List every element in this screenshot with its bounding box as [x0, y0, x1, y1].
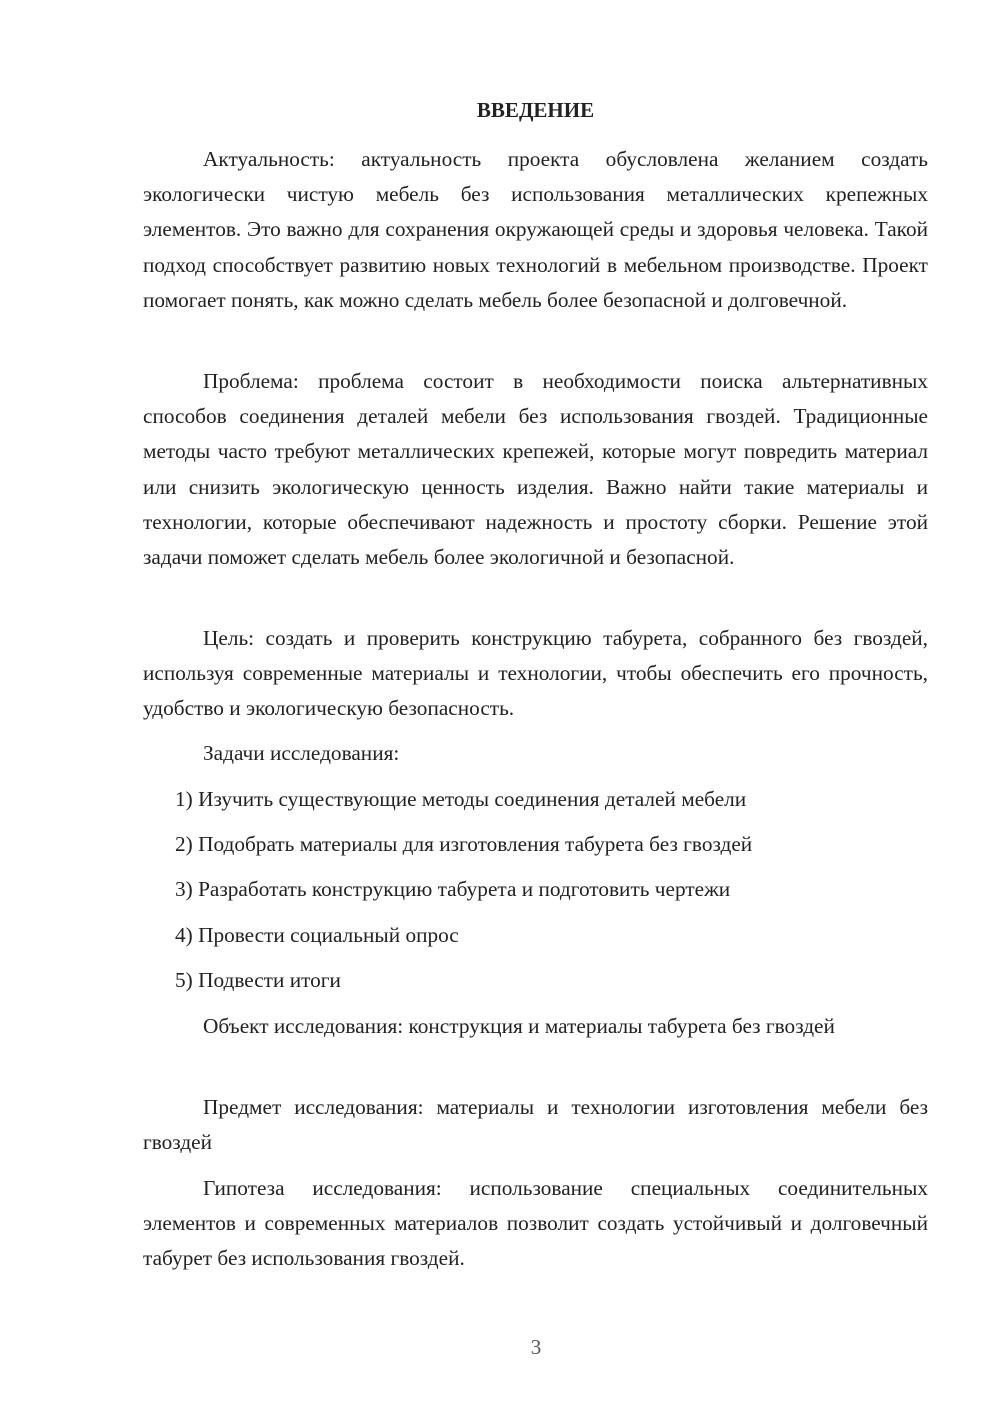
- task-item: 3) Разработать конструкцию табурета и подготовить чертежи: [175, 877, 731, 901]
- document-title: ВВЕДЕНИЕ: [476, 98, 595, 122]
- goal-paragraph: Цель: создать и проверить конструкцию табурета, собранного без гвоздей, используя современные материалы и технологии, чтобы обеспечить его прочность, удобство и экологическую безопасность.: [143, 626, 928, 721]
- tasks-heading: Задачи исследования:: [203, 741, 400, 765]
- task-item: 1) Изучить существующие методы соединения деталей мебели: [175, 787, 747, 811]
- subject-paragraph: Предмет исследования: материалы и технологии изготовления мебели без гвоздей: [143, 1095, 928, 1155]
- task-item: 5) Подвести итоги: [175, 968, 341, 992]
- object-paragraph: Объект исследования: конструкция и материалы табурета без гвоздей: [203, 1014, 835, 1038]
- hypothesis-paragraph: Гипотеза исследования: использование специальных соединительных элементов и современных материалов позволит создать устойчивый и долговечный табурет без использования гвоздей.: [143, 1176, 928, 1271]
- relevance-paragraph: Актуальность: актуальность проекта обусловлена желанием создать экологически чистую мебель без использования металлических крепежных элементов. Это важно для сохранения окружающей среды и здоровья человека. Такой подход способствует развитию новых технологий в мебельном производстве. Проект помогает понять, как можно сделать мебель более безопасной и долговечной.: [143, 147, 928, 312]
- problem-paragraph: Проблема: проблема состоит в необходимости поиска альтернативных способов соединения деталей мебели без использования гвоздей. Традиционные методы часто требуют металлических крепежей, которые могут повредить материал или снизить экологическую ценность изделия. Важно найти такие материалы и технологии, которые обеспечивают надежность и простоту сборки. Решение этой задачи поможет сделать мебель более экологичной и безопасной.: [143, 369, 928, 570]
- task-item: 4) Провести социальный опрос: [175, 923, 459, 947]
- page-number: 3: [530, 1335, 542, 1359]
- task-item: 2) Подобрать материалы для изготовления табурета без гвоздей: [175, 832, 753, 856]
